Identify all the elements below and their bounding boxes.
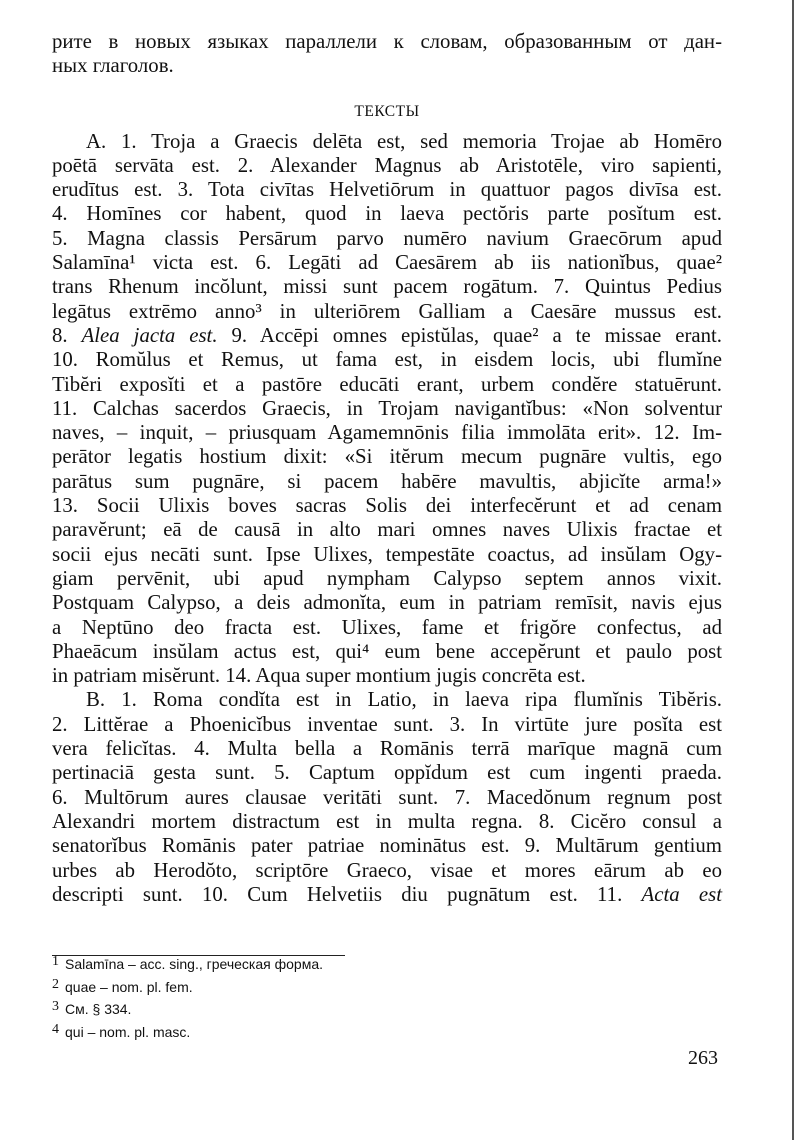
footnote [52, 997, 472, 1020]
body-line: trans Rhenum incŏlunt, missi sunt pacem rogātum. 7. Quintus Pedius [52, 275, 722, 299]
body-line: senatorĭbus Romānis pater patriae nominātus est. 9. Multārum gentium [52, 834, 722, 858]
body-line: urbes ab Herodŏto, scriptōre Graeco, visae et mores eārum ab eo [52, 858, 722, 882]
body-line: in patriam misĕrunt. 14. Aqua super montium jugis concrēta est. [52, 664, 586, 688]
body-line: legātus extrēmo anno³ in ulteriōrem Galliam a Caesāre mussus est. [52, 299, 722, 323]
section-heading: ТЕКСТЫ [354, 102, 420, 120]
body-line: 6. Multōrum aures clausae veritāti sunt. 7. Macedŏnum regnum post [52, 785, 722, 809]
body-line: erudītus est. 3. Tota civītas Helvetiōrum in quattuor pagos divīsa est. [52, 178, 722, 202]
body-line: 10. Romŭlus et Remus, ut fama est, in eisdem locis, ubi flumĭne [52, 348, 722, 372]
body-line: descripti sunt. 10. Cum Helvetiis diu pugnātum est. 11. Acta est [52, 882, 722, 906]
body-line: paravĕrunt; eā de causā in alto mari omnes naves Ulixis fractae et [52, 518, 722, 542]
footnote-number: 2 [52, 976, 59, 992]
body-line: giam pervēnit, ubi apud nympham Calypso septem annos vixit. [52, 566, 722, 590]
body-line: poētā servāta est. 2. Alexander Magnus ab Aristotēle, viro sapienti, [52, 153, 722, 177]
page-number: 263 [688, 1047, 718, 1069]
body-line: perātor legatis hostium dixit: «Si itĕrum mecum pugnāre vultis, ego [52, 445, 722, 469]
footnote-number: 1 [52, 954, 59, 969]
body-line: Phaeācum insŭlam actus est, qui⁴ eum bene accepĕrunt et paulo post [52, 639, 722, 663]
footnote-text: Salamīna – acc. sing., греческая форма. [65, 956, 324, 972]
body-line: 2. Littĕrae a Phoenicĭbus inventae sunt. 3. In virtūte jure posĭta est [52, 712, 722, 736]
body-line: 11. Calchas sacerdos Graecis, in Trojam navigantĭbus: «Non solventur [52, 396, 722, 420]
body-line: Salamīna¹ victa est. 6. Legāti ad Caesārem ab iis nationĭbus, quae² [52, 251, 722, 275]
footnote [52, 975, 472, 998]
footnote-text: quae – nom. pl. fem. [65, 978, 193, 995]
body-line: 5. Magna classis Persārum parvo numēro navium Graecōrum apud [52, 226, 722, 250]
footnotes [52, 952, 472, 1042]
body-line: socii ejus necāti sunt. Ipse Ulixes, tempestāte coactus, ad insŭlam Ogy- [52, 542, 722, 566]
body-line: pertinaciā gesta sunt. 5. Captum oppĭdum est cum ingenti praeda. [52, 761, 722, 785]
body-line: 4. Homīnes cor habent, quod in laeva pectŏris parte posĭtum est. [52, 202, 722, 226]
body-text [52, 130, 722, 908]
body-line: vera felicĭtas. 4. Multa bella a Romānis terrā marīque magnā cum [52, 737, 722, 761]
body-line: 13. Socii Ulixis boves sacras Solis dei interfecĕrunt et ad cenam [52, 494, 722, 518]
body-line: B. 1. Roma condĭta est in Latio, in laeva ripa flumĭnis Tibĕris. [86, 688, 722, 712]
body-line: Postquam Calypso, a deis admonĭta, eum in patriam remīsit, navis ejus [52, 591, 722, 615]
intro-line-2: ных глаголов. [52, 54, 174, 78]
footnote-text: См. § 334. [65, 1001, 132, 1017]
footnote-number: 4 [52, 1021, 59, 1037]
body-line: parātus sum pugnāre, si pacem habēre mavultis, abjicĭte arma!» [52, 469, 722, 493]
body-line: naves, – inquit, – priusquam Agamemnōnis filia immolāta erit». 12. Im- [52, 421, 722, 445]
footnote-number: 3 [52, 999, 59, 1014]
footnote [52, 952, 472, 975]
body-line: A. 1. Troja a Graecis delēta est, sed memoria Trojae ab Homēro [86, 129, 722, 153]
page-text [52, 30, 722, 907]
body-line: Alexandri mortem distractum est in multa regna. 8. Cicĕro consul a [52, 809, 722, 833]
body-line: Tibĕri exposĭti et a pastōre educāti erant, urbem condĕre statuērunt. [52, 372, 722, 396]
body-line: 8. Alea jacta est. 9. Accēpi omnes epistŭlas, quae² a te missae erant. [52, 323, 722, 347]
footnote-text: qui – nom. pl. masc. [65, 1023, 191, 1040]
footnote [52, 1020, 472, 1043]
body-line: a Neptūno deo fracta est. Ulixes, fame et frigŏre confectus, ad [52, 615, 722, 639]
intro-line-1: рите в новых языках параллели к словам, образованным от дан- [52, 30, 722, 53]
